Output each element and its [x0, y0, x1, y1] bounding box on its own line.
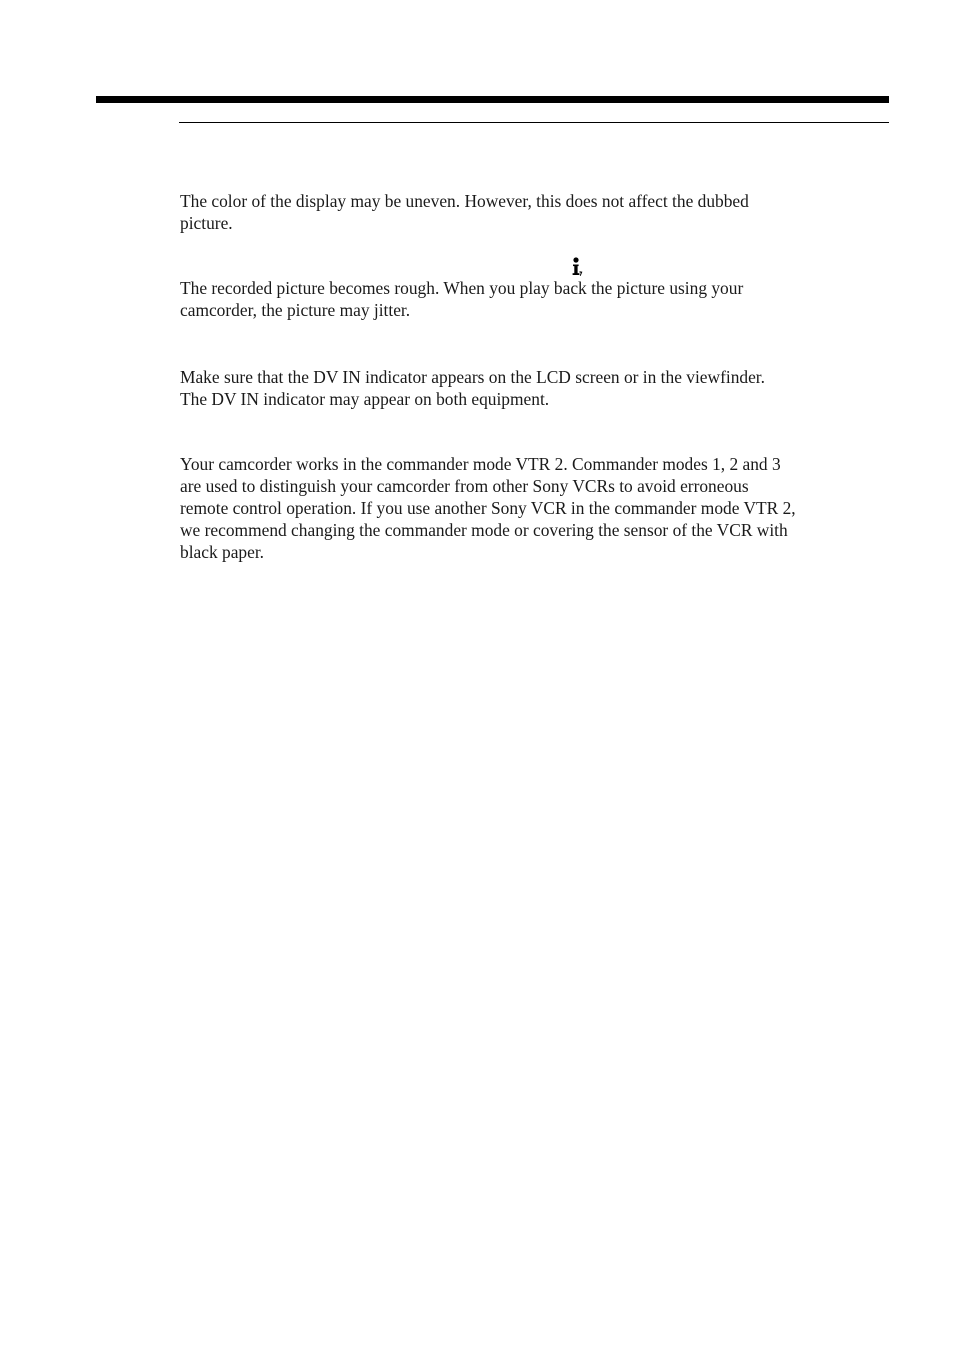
note-4-line-3: remote control operation. If you use another Sony VCR in the commander mode VTR 2, — [180, 498, 796, 518]
note-3-line-1: Make sure that the DV IN indicator appears on the LCD screen or in the viewfinder. — [180, 367, 765, 387]
note-2-line-2: camcorder, the picture may jitter. — [180, 300, 411, 320]
note-4-line-4: we recommend changing the commander mode or covering the sensor of the VCR with — [180, 520, 788, 540]
note-2-line-1: The recorded picture becomes rough. When you play back the picture using your — [180, 278, 744, 298]
note-paragraph-1 — [180, 190, 892, 234]
note-1-line-2: picture. — [180, 213, 233, 233]
note-4-line-5: black paper. — [180, 542, 265, 562]
note-1-line-1: The color of the display may be uneven. However, this does not affect the dubbed — [180, 191, 749, 211]
note-3-line-2: The DV IN indicator may appear on both equipment. — [180, 389, 550, 409]
note-paragraph-3 — [180, 366, 892, 410]
note-paragraph-4 — [180, 453, 892, 563]
note-4-line-1: Your camcorder works in the commander mode VTR 2. Commander modes 1, 2 and 3 — [180, 454, 781, 474]
information-icon — [570, 257, 584, 277]
header-thick-rule — [96, 96, 889, 103]
header-thin-rule — [179, 122, 889, 123]
note-paragraph-2 — [180, 277, 892, 321]
note-4-line-2: are used to distinguish your camcorder from other Sony VCRs to avoid erroneous — [180, 476, 749, 496]
